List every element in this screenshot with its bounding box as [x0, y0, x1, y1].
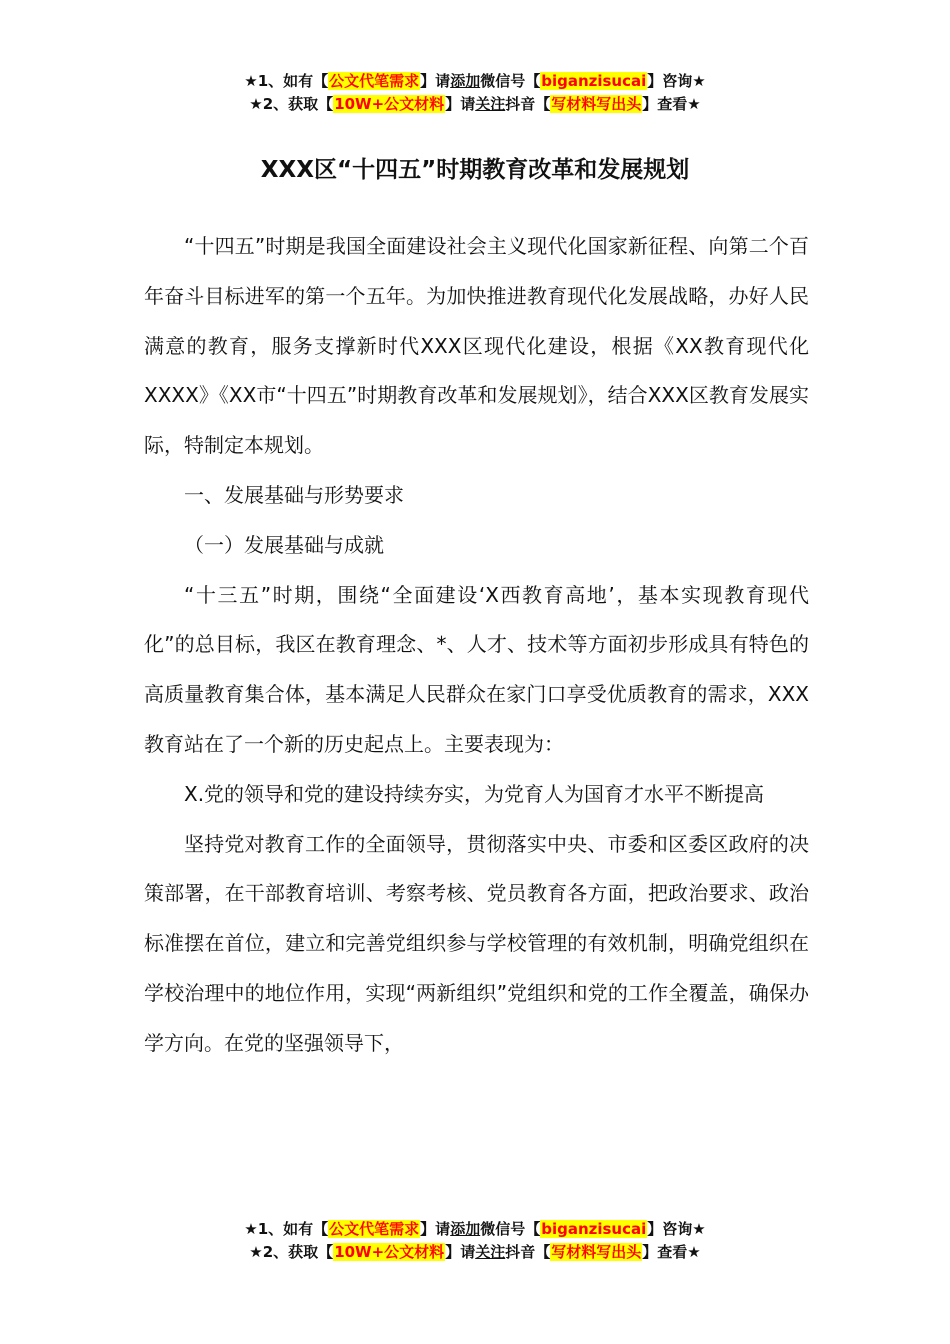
- banner-highlight: biganzisucai: [541, 72, 647, 90]
- banner-text: ★1、如有【: [244, 1220, 329, 1238]
- bottom-banner: [0, 1218, 950, 1264]
- banner-text: 微信号【: [480, 1220, 541, 1238]
- banner-highlight: 公文代笔需求: [329, 1220, 420, 1238]
- banner-text: ★2、获取【: [249, 95, 334, 113]
- banner-text: 】请: [445, 95, 476, 113]
- banner-highlight: 公文代笔需求: [329, 72, 420, 90]
- paragraph-party-leadership: 坚持党对教育工作的全面领导，贯彻落实中央、市委和区委区政府的决策部署，在干部教育培训、考察考核、党员教育各方面，把政治要求、政治标准摆在首位，建立和完善党组织参与学校管理的有效机制，明确党组织在学校治理中的地位作用，实现“两新组织”党组织和党的工作全覆盖，确保办学方向。在党的坚强领导下，: [144, 831, 809, 1055]
- banner-text: ★1、如有【: [244, 72, 329, 90]
- banner-text: ★2、获取【: [249, 1243, 334, 1261]
- banner-highlight: 10W+公文材料: [334, 1243, 445, 1261]
- paragraph-achievements: “十三五”时期，围绕“全面建设‘X西教育高地’，基本实现教育现代化”的总目标，我区在教育理念、*、人才、技术等方面初步形成具有特色的高质量教育集合体，基本满足人民群众在家门口享受优质教育的需求，XXX教育站在了一个新的历史起点上。主要表现为：: [144, 582, 809, 756]
- banner-text: 】请: [445, 1243, 476, 1261]
- banner-text: 】请: [420, 72, 451, 90]
- banner-line-1: [0, 1218, 950, 1241]
- banner-text: 微信号【: [480, 72, 541, 90]
- banner-highlight: 写材料写出头: [551, 1243, 642, 1261]
- banner-text: 】查看★: [642, 1243, 701, 1261]
- banner-line-2: [0, 93, 950, 116]
- paragraph-intro: “十四五”时期是我国全面建设社会主义现代化国家新征程、向第二个百年奋斗目标进军的第一个五年。为加快推进教育现代化发展战略，办好人民满意的教育，服务支撑新时代XXX区现代化建设，根据《XX教育现代化XXXX》《XX市“十四五”时期教育改革和发展规划》，结合XXX区教育发展实际，特制定本规划。: [144, 234, 809, 458]
- banner-highlight: 10W+公文材料: [334, 95, 445, 113]
- banner-text: 】请: [420, 1220, 451, 1238]
- banner-text: 抖音【: [505, 1243, 551, 1261]
- banner-underlined-text: 添加: [450, 72, 481, 90]
- banner-highlight: biganzisucai: [541, 1220, 647, 1238]
- banner-text: 】查看★: [642, 95, 701, 113]
- banner-text: 】咨询★: [647, 1220, 706, 1238]
- banner-underlined-text: 关注: [475, 95, 506, 113]
- banner-text: 抖音【: [505, 95, 551, 113]
- banner-line-1: [0, 70, 950, 93]
- document-body: [144, 222, 809, 1069]
- banner-line-2: [0, 1241, 950, 1264]
- banner-underlined-text: 关注: [475, 1243, 506, 1261]
- banner-underlined-text: 添加: [450, 1220, 481, 1238]
- heading-point-1: X.党的领导和党的建设持续夯实，为党育人为国育才水平不断提高: [184, 781, 765, 806]
- document-title: XXX区“十四五”时期教育改革和发展规划: [260, 157, 690, 183]
- heading-subsection-1: （一）发展基础与成就: [184, 532, 384, 557]
- banner-text: 】咨询★: [647, 72, 706, 90]
- heading-section-1: 一、发展基础与形势要求: [184, 482, 404, 507]
- top-banner: [0, 70, 950, 116]
- banner-highlight: 写材料写出头: [551, 95, 642, 113]
